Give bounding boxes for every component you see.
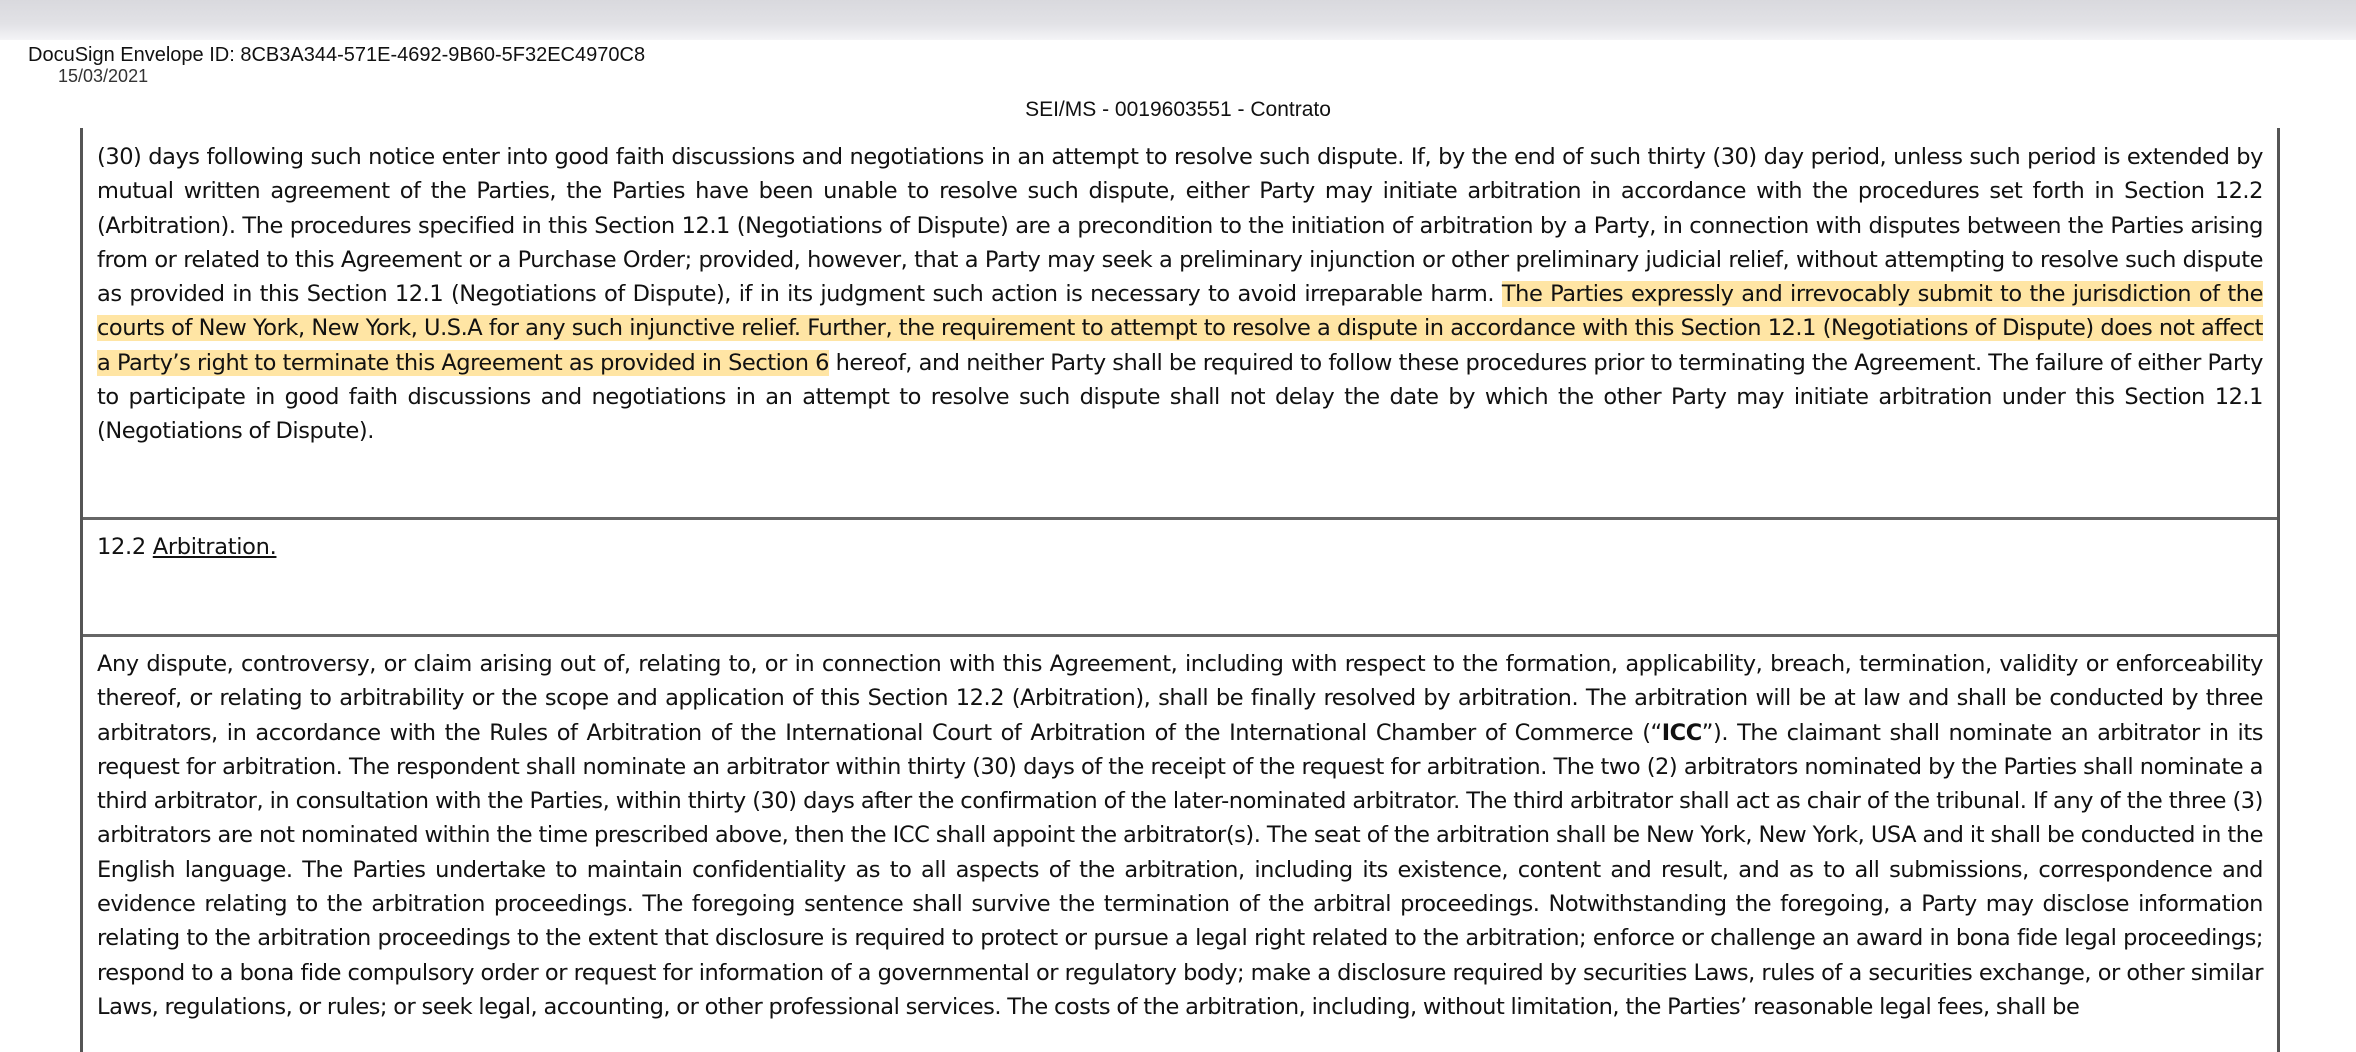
section-12-1-paragraph: [97, 140, 2263, 449]
viewer-toolbar: [0, 0, 2356, 41]
section-12-2-text-part1: Any dispute, controversy, or claim arising out of, relating to, or in connection with this Agreement, including with respect to the formation, applicability, breach, termination, validity or enforceability thereof, or relating to arbitrability or the scope and application of this Section 12.2 (Arbitration), shall be finally resolved by arbitration. The arbitration will be at law and shall be conducted by three arbitrators, in accordance with the Rules of Arbitration of the International Court of Arbitration of the International Chamber of Commerce (“: [97, 651, 2263, 746]
section-12-2-paragraph: [97, 647, 2263, 1024]
section-12-1-text-after: hereof, and neither Party shall be required to follow these procedures prior to terminating the Agreement. The failure of either Party to participate in good faith discussions and negotiations in an attempt to resolve such dispute shall not delay the date by which the other Party may initiate arbitration under this Section 12.1 (Negotiations of Dispute).: [97, 349, 2263, 445]
contract-table: [80, 128, 2280, 1052]
section-12-1-cell: [83, 128, 2277, 520]
icc-abbreviation: ICC: [1661, 719, 1702, 746]
section-12-1-text-before: (30) days following such notice enter into good faith discussions and negotiations in an attempt to resolve such dispute. If, by the end of such thirty (30) day period, unless such period is extended by mutual written agreement of the Parties, the Parties have been unable to resolve such dispute, either Party may initiate arbitration in accordance with the procedures set forth in Section 12.2 (Arbitration). The procedures specified in this Section 12.1 (Negotiations of Dispute) are a precondition to the initiation of arbitration by a Party, in connection with disputes between the Parties arising from or related to this Agreement or a Purchase Order; provided, however, that a Party may seek a preliminary injunction or other preliminary judicial relief, without attempting to resolve such dispute as provided in this Section 12.1 (Negotiations of Dispute), if in its judgment such action is necessary to avoid irreparable harm.: [97, 144, 2263, 308]
highlighted-text: The Parties expressly and irrevocably submit to the jurisdiction of the courts of New York, New York, U.S.A for any such injunctive relief. Further, the requirement to attempt to resolve a dispute in accordance with this Section 12.1 (Negotiations of Dispute) does not affect a Party’s right to terminate this Agreement as provided in Section 6: [97, 281, 2263, 376]
document-reference: SEI/MS - 0019603551 - Contrato: [1025, 98, 1331, 121]
section-12-2-text-part2: ”). The claimant shall nominate an arbitrator in its request for arbitration. The respondent shall nominate an arbitrator within thirty (30) days of the receipt of the request for arbitration. The two (2) arbitrators nominated by the Parties shall nominate a third arbitrator, in consultation with the Parties, within thirty (30) days after the confirmation of the later-nominated arbitrator. The third arbitrator shall act as chair of the tribunal. If any of the three (3) arbitrators are not nominated within the time prescribed above, then the ICC shall appoint the arbitrator(s). The seat of the arbitration shall be New York, New York, USA and it shall be conducted in the English language. The Parties undertake to maintain confidentiality as to all aspects of the arbitration, including its existence, content and result, and as to all submissions, correspondence and evidence relating to the arbitration proceedings. The foregoing sentence shall survive the termination of the arbitral proceedings. Notwithstanding the foregoing, a Party may disclose information relating to the arbitration proceedings to the extent that disclosure is required to protect or pursue a legal right related to the arbitration; enforce or challenge an award in bona fide legal proceedings; respond to a bona fide compulsory order or request for information of a governmental or regulatory body; make a disclosure required by securities Laws, rules of a securities exchange, or other similar Laws, regulations, or rules; or seek legal, accounting, or other professional services. The costs of the arbitration, including, without limitation, the Parties’ reasonable legal fees, shall be: [97, 719, 2263, 1020]
section-12-2-body-cell: [83, 637, 2277, 1024]
section-12-2-heading: [97, 534, 2263, 560]
section-number: 12.2: [97, 534, 146, 560]
section-12-2-heading-cell: [83, 520, 2277, 637]
docusign-envelope-id: DocuSign Envelope ID: 8CB3A344-571E-4692-9B60-5F32EC4970C8: [28, 44, 646, 66]
section-title: Arbitration.: [152, 534, 277, 560]
